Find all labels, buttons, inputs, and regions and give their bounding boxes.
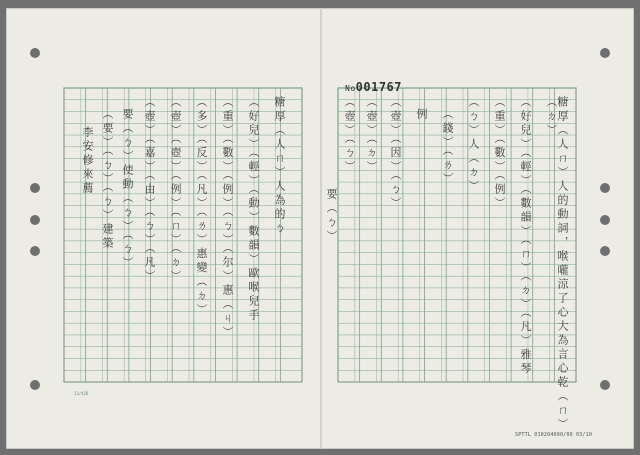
archive-code: SPTTL 010204000/00 03/10 [515, 432, 593, 438]
manuscript-line: 要（ㄅ） [325, 188, 338, 244]
manuscript-line: （壺）（ㄉ） [365, 96, 378, 175]
manuscript-line: （壺）（ㄅ） [343, 96, 356, 175]
manuscript-line: 要（ㄅ）使動（ㄅ）（ㄅ） [121, 108, 134, 271]
manuscript-line: （壺）（壺）（例）（ㄇ）（ㄉ） [169, 96, 182, 284]
manuscript-line: 糖厚（人ㄇ）人的動詞，喉嚨涼了心大為言心乾（ㄇ）（ㄉ） [545, 96, 569, 432]
manuscript-line: （壺）（嘉）（由）（ㄅ）（凡） [143, 96, 156, 284]
manuscript-line: 例 [415, 108, 428, 122]
manuscript-line: （要）（ㄅ）（ㄅ）建築 [101, 108, 114, 251]
manuscript-line: 糖厚（人ㄇ）人為的ㄅ [273, 96, 286, 236]
manuscript-line: （多）（反）（凡）（ㄌ）惠變（ㄉ） [195, 96, 208, 318]
serial-value: 001767 [355, 80, 402, 94]
manuscript-line: （壺）（因）（ㄅ） [389, 96, 402, 211]
serial-number [345, 80, 402, 94]
manuscript-line: （好兒）（輕）（數韻）（ㄇ）（ㄉ）（凡）雅琴 [519, 96, 532, 377]
manuscript-line: （錢）（ㄌ） [441, 108, 454, 187]
manuscript-line: （好兒）（輕）（動）數韻）歐喉兒手 [247, 96, 260, 323]
manuscript-line: （重）（數）（例）（ㄅ）（尔）惠（ㄐ） [221, 96, 234, 340]
manuscript-line: 李安修來薦 [81, 126, 94, 196]
serial-prefix: No [345, 84, 356, 93]
page-index: 13/426 [74, 391, 89, 396]
manuscript-line: （重）（數）（例） [493, 96, 506, 211]
manuscript-sheet [6, 8, 634, 449]
manuscript-line: （ㄅ）人（ㄉ） [467, 96, 480, 194]
